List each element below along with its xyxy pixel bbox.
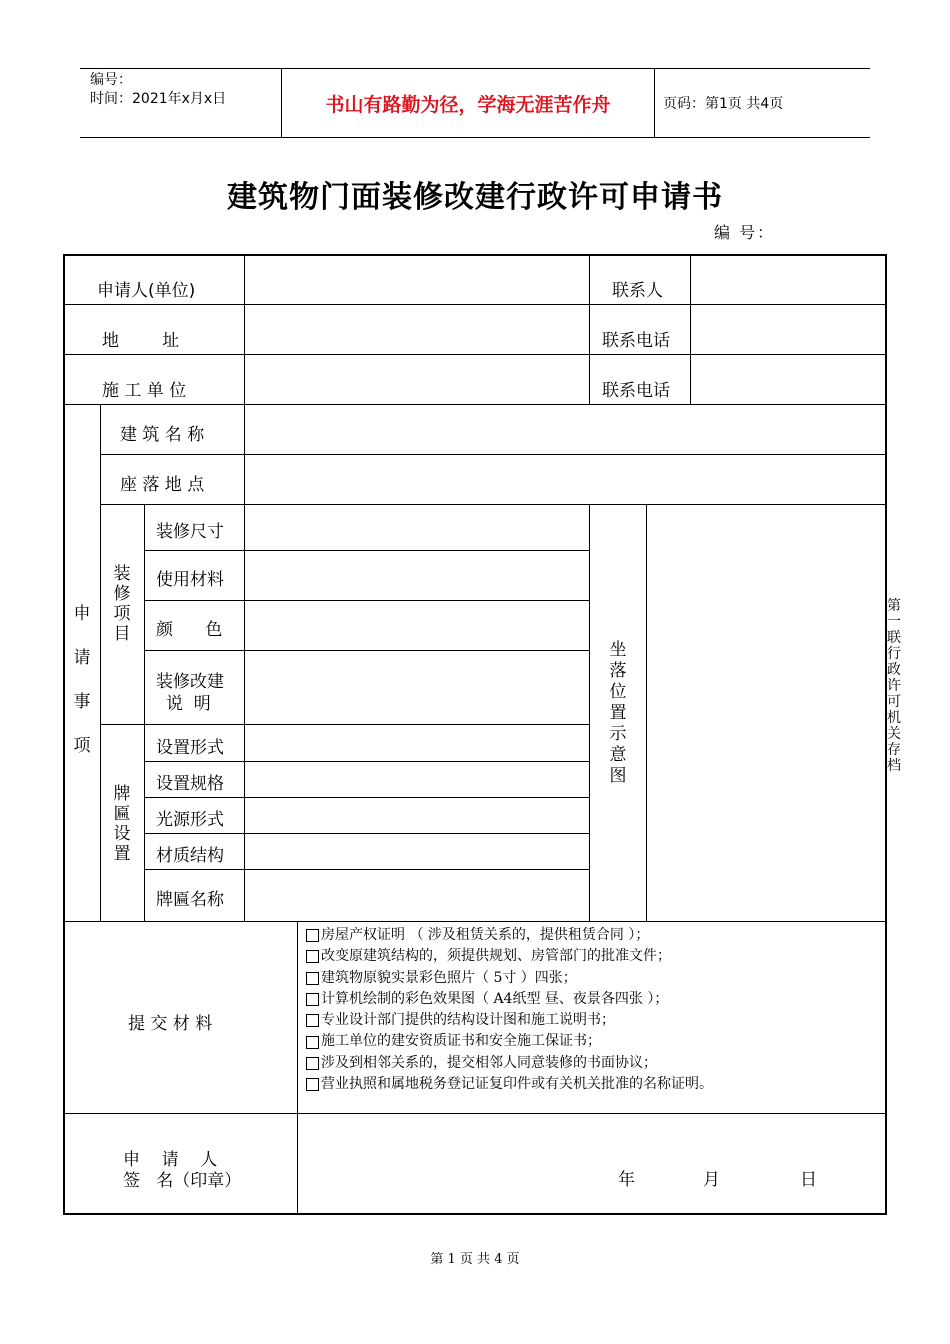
materials-label: 使用材料 (156, 570, 224, 590)
document-header (80, 68, 870, 138)
row-divider (63, 1113, 887, 1114)
motto: 书山有路勤为径，学海无涯苦作舟 (281, 69, 655, 137)
location-map-label: 坐落位置示意图 (609, 640, 627, 786)
checklist-item[interactable]: 计算机绘制的彩色效果图（ A4纸型 昼、夜景各四张 ）； (306, 989, 713, 1010)
col-divider (244, 504, 245, 921)
checkbox-icon[interactable] (306, 1014, 319, 1027)
col-divider (646, 504, 647, 921)
row-divider (100, 454, 887, 455)
location-label: 座 落 地 点 (120, 475, 205, 495)
signature-label-2: 签 名（印章） (123, 1171, 242, 1191)
sign-form-label: 设置形式 (156, 738, 224, 758)
sign-spec-label: 设置规格 (156, 774, 224, 794)
day-label: 日 (800, 1170, 817, 1190)
checkbox-icon[interactable] (306, 972, 319, 985)
signature-label-1: 申 请 人 (123, 1150, 218, 1170)
page-footer: 第 1 页 共 4 页 (430, 1252, 520, 1267)
color-label: 颜 色 (156, 620, 223, 640)
row-divider (63, 404, 887, 405)
renovation-size-label: 装修尺寸 (156, 522, 224, 542)
row-divider (144, 761, 589, 762)
construction-unit-label: 施 工 单 位 (102, 381, 187, 401)
checklist-item[interactable]: 施工单位的建安资质证书和安全施工保证书； (306, 1031, 713, 1052)
row-divider (100, 504, 887, 505)
year-label: 年 (618, 1170, 635, 1190)
row-divider (63, 304, 887, 305)
material-structure-label: 材质结构 (156, 846, 224, 866)
row-divider (100, 724, 589, 725)
checkbox-icon[interactable] (306, 1078, 319, 1091)
row-divider (144, 550, 589, 551)
checklist-item[interactable]: 改变原建筑结构的，须提供规划、房管部门的批准文件； (306, 946, 713, 967)
col-divider (297, 921, 298, 1215)
row-divider (144, 869, 589, 870)
checklist-item[interactable]: 营业执照和属地税务登记证复印件或有关机关批准的名称证明。 (306, 1074, 713, 1095)
row-divider (63, 354, 887, 355)
application-items-label: 申请事项 (73, 604, 91, 756)
col-divider (100, 404, 101, 921)
col-divider (144, 504, 145, 921)
checkbox-icon[interactable] (306, 950, 319, 963)
time-label: 时间：2021年x月x日 (90, 91, 227, 107)
table-border-top (63, 254, 887, 256)
row-divider (144, 600, 589, 601)
checkbox-icon[interactable] (306, 1057, 319, 1070)
col-divider (690, 254, 691, 404)
row-divider (63, 921, 887, 922)
renovation-items-label: 装修项目 (113, 564, 131, 644)
renovation-desc-label-2: 说 明 (166, 694, 211, 714)
checklist-item[interactable]: 专业设计部门提供的结构设计图和施工说明书； (306, 1010, 713, 1031)
checkbox-icon[interactable] (306, 929, 319, 942)
col-divider (589, 504, 590, 921)
renovation-desc-label-1: 装修改建 (156, 672, 224, 692)
applicant-label: 申请人(单位) (97, 281, 196, 301)
row-divider (144, 797, 589, 798)
table-border-left (63, 254, 65, 1215)
number-label: 编号： (90, 72, 132, 88)
checkbox-icon[interactable] (306, 1036, 319, 1049)
building-name-label: 建 筑 名 称 (120, 425, 205, 445)
phone-label-1: 联系电话 (602, 331, 670, 351)
sign-name-label: 牌匾名称 (156, 890, 224, 910)
row-divider (144, 833, 589, 834)
contact-person-label: 联系人 (612, 281, 663, 301)
page-title: 建筑物门面装修改建行政许可申请书 (227, 180, 723, 215)
phone-label-2: 联系电话 (602, 381, 670, 401)
checklist-item[interactable]: 涉及到相邻关系的，提交相邻人同意装修的书面协议； (306, 1053, 713, 1074)
light-source-label: 光源形式 (156, 810, 224, 830)
materials-checklist (306, 925, 713, 1095)
header-meta (80, 69, 280, 137)
checklist-item[interactable]: 建筑物原貌实景彩色照片（ 5寸 ）四张； (306, 968, 713, 989)
checkbox-icon[interactable] (306, 993, 319, 1006)
month-label: 月 (703, 1170, 720, 1190)
signboard-label: 牌匾设置 (113, 784, 131, 864)
table-border-bottom (63, 1213, 887, 1215)
side-note: 第一联行政许可机关存档 (887, 598, 901, 774)
col-divider (589, 254, 590, 404)
address-label: 地 址 (102, 331, 180, 351)
checklist-item[interactable]: 房屋产权证明 （ 涉及租赁关系的，提供租赁合同 ）； (306, 925, 713, 946)
col-divider (244, 254, 245, 504)
row-divider (144, 650, 589, 651)
submit-materials-label: 提 交 材 料 (128, 1014, 213, 1034)
page-info: 页码：第1页 共4页 (663, 96, 784, 112)
serial-number-label: 编 号： (714, 223, 776, 242)
